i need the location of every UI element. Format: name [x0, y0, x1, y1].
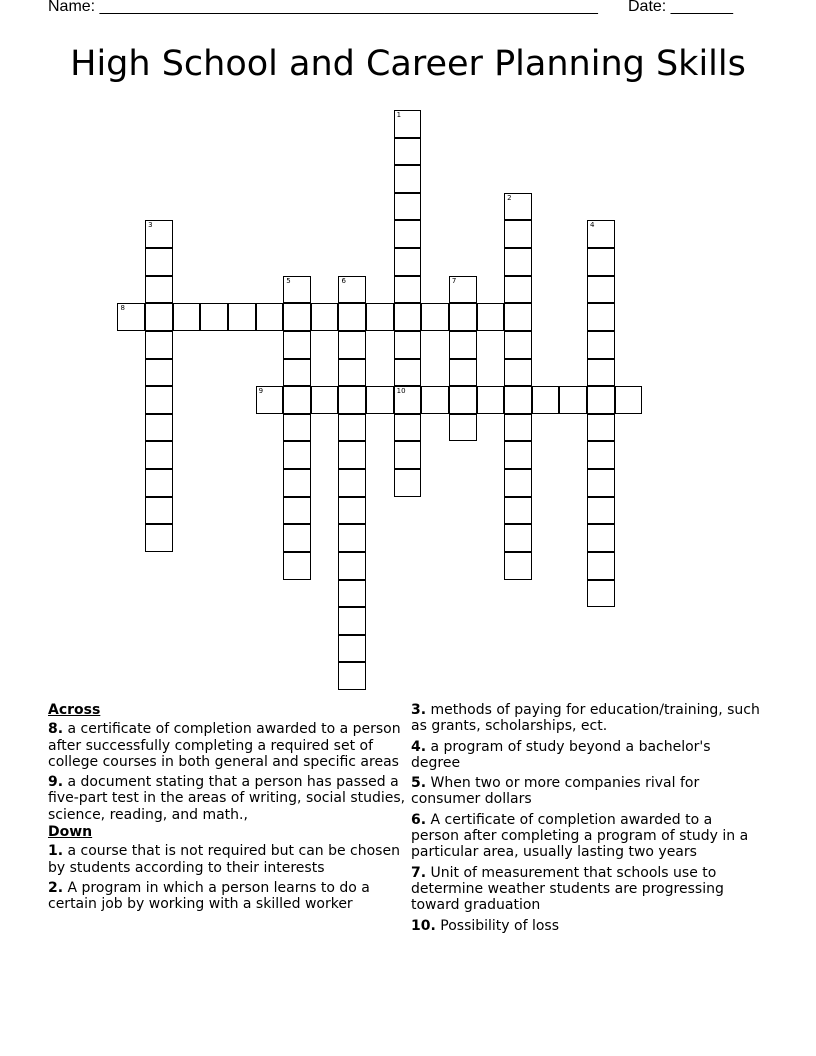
cell-number: 4: [590, 221, 595, 230]
grid-cell[interactable]: [338, 580, 366, 608]
grid-cell[interactable]: [311, 303, 339, 331]
grid-cell[interactable]: [587, 303, 615, 331]
clue-number: 9.: [48, 774, 64, 791]
date-field[interactable]: Date: _______: [628, 0, 733, 15]
clue-text: A certificate of completion awarded to a person after completing a program of study in a particular area, usually lasting two years: [411, 811, 749, 861]
grid-cell[interactable]: [338, 303, 366, 331]
clue-down-2: [48, 880, 408, 913]
down-heading: Down: [48, 824, 93, 841]
clue-text: methods of paying for education/training, such as grants, scholarships, ect.: [411, 702, 760, 735]
grid-cell[interactable]: [366, 386, 394, 414]
clue-across-9: [48, 774, 408, 823]
page-title: High School and Career Planning Skills: [70, 44, 746, 84]
across-heading: Across: [48, 702, 101, 718]
clue-number: 6.: [411, 811, 427, 828]
cell-number: 6: [341, 276, 346, 285]
grid-cell[interactable]: [283, 303, 311, 331]
grid-cell[interactable]: [587, 580, 615, 608]
grid-cell[interactable]: [228, 303, 256, 331]
grid-cell[interactable]: [173, 303, 201, 331]
grid-cell[interactable]: [311, 386, 339, 414]
grid-cell[interactable]: [200, 303, 228, 331]
grid-cell[interactable]: [394, 386, 422, 414]
clue-down-3: [411, 702, 763, 735]
grid-cell[interactable]: [283, 414, 311, 442]
grid-cell[interactable]: [587, 248, 615, 276]
grid-cell[interactable]: [394, 220, 422, 248]
grid-cell[interactable]: [587, 524, 615, 552]
grid-cell[interactable]: [283, 441, 311, 469]
cell-number: 7: [451, 276, 457, 285]
name-field[interactable]: Name: ________________________________________________________: [48, 0, 598, 15]
grid-cell[interactable]: [283, 359, 311, 387]
grid-cell[interactable]: [394, 469, 422, 497]
grid-cell[interactable]: [394, 276, 422, 304]
grid-cell[interactable]: [504, 193, 532, 221]
grid-cell[interactable]: [338, 607, 366, 635]
grid-cell[interactable]: [394, 359, 422, 387]
grid-cell[interactable]: [338, 359, 366, 387]
cell-number: 2: [507, 193, 512, 202]
grid-cell[interactable]: [283, 524, 311, 552]
grid-cell[interactable]: [504, 441, 532, 469]
grid-cell[interactable]: [394, 331, 422, 359]
grid-cell[interactable]: [587, 276, 615, 304]
clue-number: 10.: [411, 917, 436, 934]
clue-down-1: [48, 843, 408, 876]
grid-cell[interactable]: [394, 303, 422, 331]
grid-cell[interactable]: [256, 386, 284, 414]
grid-cell[interactable]: [338, 276, 366, 304]
clue-text: A program in which a person learns to do a certain job by working with a skilled worker: [48, 879, 370, 913]
clue-text: a certificate of completion awarded to a person after successfully completing a required set of college courses in both general and specific areas: [48, 721, 401, 770]
grid-cell[interactable]: [559, 386, 587, 414]
clue-across-8: [48, 721, 408, 770]
grid-cell[interactable]: [338, 331, 366, 359]
grid-cell[interactable]: [338, 635, 366, 663]
grid-cell[interactable]: [504, 497, 532, 525]
grid-cell[interactable]: [449, 386, 477, 414]
grid-cell[interactable]: [394, 248, 422, 276]
clues-right-column: [411, 702, 763, 938]
clue-text: When two or more companies rival for consumer dollars: [411, 775, 700, 808]
grid-cell[interactable]: [283, 552, 311, 580]
grid-cell[interactable]: [338, 414, 366, 442]
clue-number: 1.: [48, 843, 64, 860]
grid-cell[interactable]: [587, 414, 615, 442]
clue-number: 3.: [411, 702, 427, 718]
grid-cell[interactable]: [283, 497, 311, 525]
grid-cell[interactable]: [504, 359, 532, 387]
grid-cell[interactable]: [421, 303, 449, 331]
grid-cell[interactable]: [587, 552, 615, 580]
grid-cell[interactable]: [145, 414, 173, 442]
grid-cell[interactable]: [587, 220, 615, 248]
grid-cell[interactable]: [145, 497, 173, 525]
grid-cell[interactable]: [394, 138, 422, 166]
clue-down-10: [411, 918, 763, 934]
grid-cell[interactable]: [394, 193, 422, 221]
grid-cell[interactable]: [338, 386, 366, 414]
grid-cell[interactable]: [145, 303, 173, 331]
grid-cell[interactable]: [283, 386, 311, 414]
clue-number: 5.: [411, 775, 427, 792]
clue-number: 8.: [48, 721, 64, 738]
grid-cell[interactable]: [587, 386, 615, 414]
grid-cell[interactable]: [504, 469, 532, 497]
grid-cell[interactable]: [587, 359, 615, 387]
grid-cell[interactable]: [117, 303, 145, 331]
grid-cell[interactable]: [449, 276, 477, 304]
clue-text: a document stating that a person has passed a five-part test in the areas of writing, social studies, science, reading, and math.,: [48, 774, 406, 823]
grid-cell[interactable]: [366, 303, 394, 331]
grid-cell[interactable]: [283, 469, 311, 497]
grid-cell[interactable]: [504, 524, 532, 552]
grid-cell[interactable]: [477, 386, 505, 414]
grid-cell[interactable]: [421, 386, 449, 414]
grid-cell[interactable]: [504, 386, 532, 414]
grid-cell[interactable]: [504, 276, 532, 304]
grid-cell[interactable]: [145, 469, 173, 497]
grid-cell[interactable]: [477, 303, 505, 331]
grid-cell[interactable]: [338, 441, 366, 469]
grid-cell[interactable]: [145, 220, 173, 248]
grid-cell[interactable]: [394, 165, 422, 193]
clue-text: a course that is not required but can be chosen by students according to their interests: [48, 843, 400, 876]
clue-text: Unit of measurement that schools use to determine weather students are progressing toward graduation: [411, 864, 724, 914]
clue-down-7: [411, 865, 763, 914]
grid-cell[interactable]: [338, 662, 366, 690]
clue-number: 4.: [411, 738, 427, 755]
cell-number: 8: [120, 304, 125, 313]
clue-number: 2.: [48, 879, 64, 896]
grid-cell[interactable]: [504, 552, 532, 580]
grid-cell[interactable]: [615, 386, 643, 414]
grid-cell[interactable]: [338, 524, 366, 552]
grid-cell[interactable]: [283, 276, 311, 304]
clue-text: Possibility of loss: [440, 917, 560, 934]
grid-cell[interactable]: [145, 331, 173, 359]
grid-cell[interactable]: [394, 441, 422, 469]
grid-cell[interactable]: [145, 441, 173, 469]
grid-cell[interactable]: [338, 552, 366, 580]
cell-number: 10: [396, 387, 406, 396]
cell-number: 9: [258, 387, 264, 396]
grid-cell[interactable]: [504, 248, 532, 276]
cell-number: 1: [396, 111, 402, 119]
grid-cell[interactable]: [145, 359, 173, 387]
grid-cell[interactable]: [504, 331, 532, 359]
grid-cell[interactable]: [587, 497, 615, 525]
clue-number: 7.: [411, 864, 427, 881]
grid-cell[interactable]: [587, 441, 615, 469]
grid-cell[interactable]: [504, 303, 532, 331]
clue-down-5: [411, 775, 763, 808]
clue-down-6: [411, 812, 763, 861]
grid-cell[interactable]: [504, 414, 532, 442]
grid-cell[interactable]: [145, 524, 173, 552]
cell-number: 5: [286, 276, 291, 285]
grid-cell[interactable]: [338, 469, 366, 497]
clue-down-4: [411, 739, 763, 772]
grid-cell[interactable]: [449, 359, 477, 387]
grid-cell[interactable]: [504, 220, 532, 248]
grid-cell[interactable]: [145, 248, 173, 276]
grid-cell[interactable]: [283, 331, 311, 359]
grid-cell[interactable]: [532, 386, 560, 414]
grid-cell[interactable]: [394, 110, 422, 138]
grid-cell[interactable]: [256, 303, 284, 331]
grid-cell[interactable]: [449, 414, 477, 442]
grid-cell[interactable]: [394, 414, 422, 442]
grid-cell[interactable]: [449, 303, 477, 331]
grid-cell[interactable]: [145, 386, 173, 414]
clue-text: a program of study beyond a bachelor's degree: [411, 738, 711, 771]
grid-cell[interactable]: [587, 469, 615, 497]
grid-cell[interactable]: [587, 331, 615, 359]
cell-number: 3: [148, 221, 153, 230]
clues-left-column: [48, 702, 408, 917]
grid-cell[interactable]: [145, 276, 173, 304]
grid-cell[interactable]: [449, 331, 477, 359]
grid-cell[interactable]: [338, 497, 366, 525]
